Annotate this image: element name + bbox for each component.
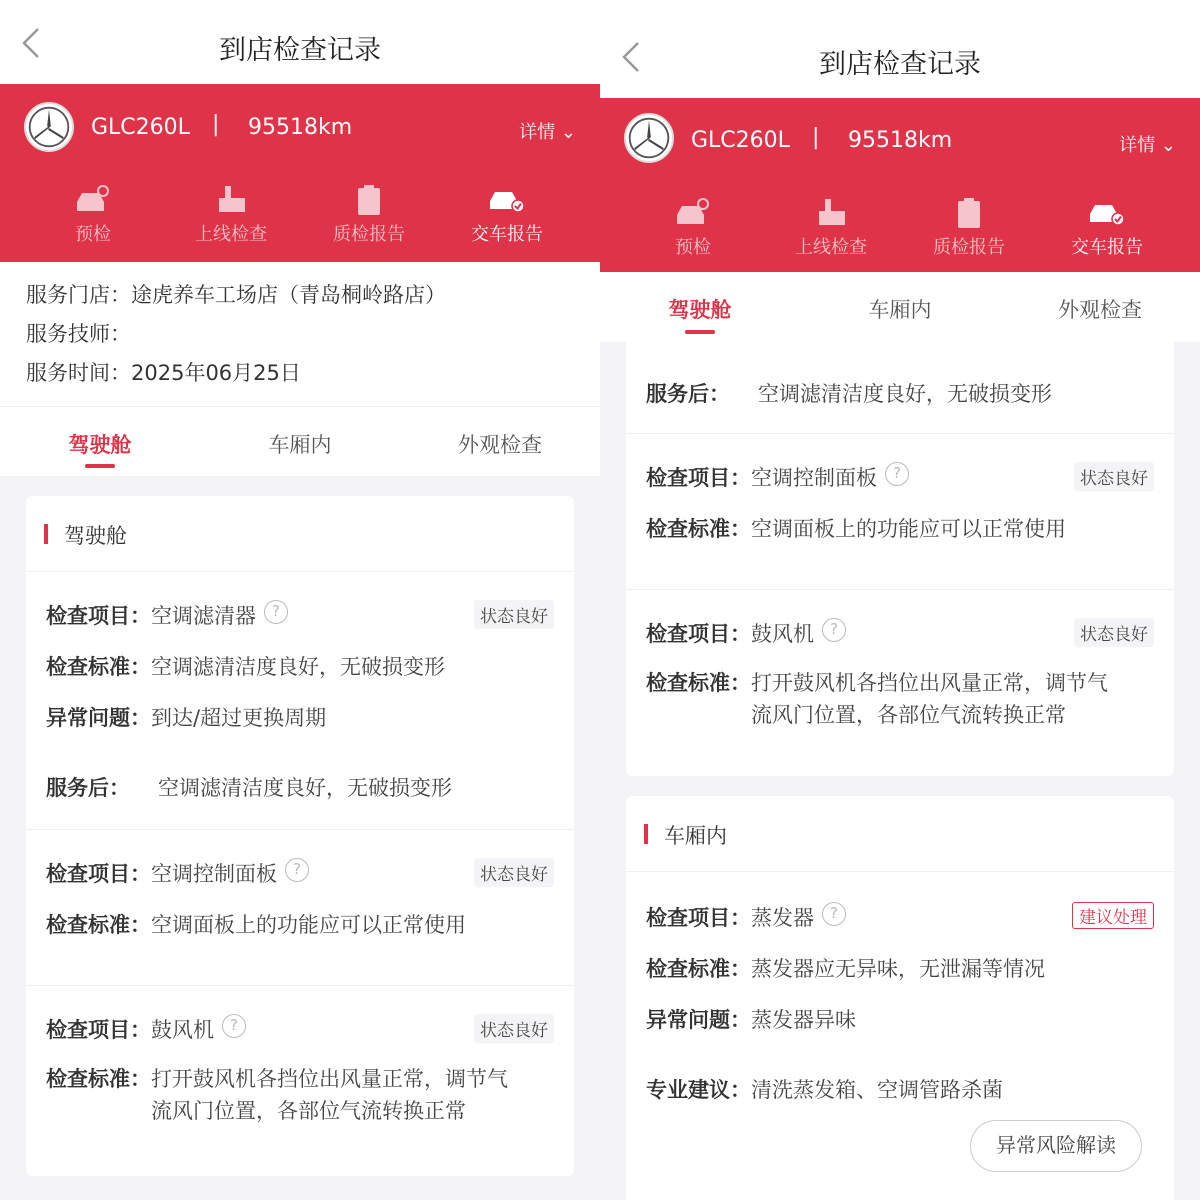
inspection-item-filter xyxy=(26,572,574,830)
help-icon[interactable]: ? xyxy=(264,600,288,624)
label: 专业建议： xyxy=(646,1078,751,1102)
status-badge: 状态良好 xyxy=(474,1014,554,1043)
detail-button[interactable] xyxy=(1119,131,1176,157)
chevron-down-icon: ⌄ xyxy=(560,122,576,143)
help-icon[interactable]: ? xyxy=(285,858,309,882)
tab-exterior[interactable]: 外观检查 xyxy=(1058,298,1142,322)
label: 检查项目： xyxy=(646,466,751,490)
value: 空调面板上的功能应可以正常使用 xyxy=(751,517,1066,541)
value: 空调滤清洁度良好，无破损变形 xyxy=(758,382,1052,406)
standard-row xyxy=(46,651,554,681)
toolbar-label: 预检 xyxy=(75,224,111,245)
issue-row xyxy=(646,1004,1154,1034)
risk-analysis-button[interactable]: 异常风险解读 xyxy=(970,1120,1142,1172)
label: 检查项目： xyxy=(646,906,751,930)
page-title: 到店检查记录 xyxy=(819,49,981,80)
separator: | xyxy=(812,125,820,150)
help-icon[interactable]: ? xyxy=(885,462,909,486)
toolbar-label: 上线检查 xyxy=(795,237,867,258)
nav-bar xyxy=(0,0,600,84)
toolbar-delivery-report[interactable] xyxy=(1038,197,1176,259)
detail-label: 详情 xyxy=(519,122,556,143)
toolbar-label: 质检报告 xyxy=(333,224,405,245)
issue-row xyxy=(46,702,554,732)
standard-row xyxy=(646,667,1154,731)
screen-right xyxy=(600,0,1200,1200)
value-line: 打开鼓风机各挡位出风量正常，调节气 xyxy=(151,1067,508,1091)
tab-cockpit[interactable]: 驾驶舱 xyxy=(10,407,190,476)
car-check-icon xyxy=(1087,197,1127,229)
inspection-item-panel xyxy=(26,830,574,986)
toolbar-online-check[interactable] xyxy=(162,184,300,246)
section-marker xyxy=(44,524,48,544)
tab-cockpit[interactable]: 驾驶舱 xyxy=(610,272,790,342)
toolbar-online-check[interactable] xyxy=(762,197,900,259)
item-name: 鼓风机 xyxy=(751,622,814,646)
value: 空调面板上的功能应可以正常使用 xyxy=(151,913,466,937)
report-toolbar xyxy=(24,184,576,246)
page-title: 到店检查记录 xyxy=(219,35,381,66)
car-search-icon xyxy=(673,197,713,229)
label: 服务后： xyxy=(646,382,730,406)
lift-icon xyxy=(811,197,851,229)
service-info xyxy=(0,262,600,406)
label: 检查项目： xyxy=(46,1018,151,1042)
detail-label: 详情 xyxy=(1119,135,1156,156)
service-time xyxy=(26,354,574,393)
lift-icon xyxy=(211,184,251,216)
inspection-item-filter-after xyxy=(626,342,1174,434)
value-line: 打开鼓风机各挡位出风量正常，调节气 xyxy=(751,671,1108,695)
clipboard-icon xyxy=(949,197,989,229)
label: 检查标准： xyxy=(46,655,151,679)
label: 异常问题： xyxy=(646,1008,751,1032)
vehicle-mileage: 95518km xyxy=(848,128,953,153)
section-header xyxy=(626,796,1174,872)
category-tabs xyxy=(0,406,600,476)
section-title: 驾驶舱 xyxy=(64,524,127,548)
status-badge: 状态良好 xyxy=(474,600,554,629)
inspection-item-blower xyxy=(626,590,1174,776)
category-tabs xyxy=(600,272,1200,342)
report-toolbar xyxy=(624,197,1176,259)
label: 检查标准： xyxy=(646,671,751,695)
service-technician xyxy=(26,315,574,354)
after-row xyxy=(646,378,1154,408)
value: 2025年06月25日 xyxy=(131,361,301,385)
label: 检查标准： xyxy=(46,913,151,937)
section-marker xyxy=(644,824,648,844)
item-name: 鼓风机 xyxy=(151,1018,214,1042)
value: 蒸发器应无异味，无泄漏等情况 xyxy=(751,957,1045,981)
standard-row xyxy=(646,953,1154,983)
help-icon[interactable]: ? xyxy=(822,618,846,642)
value: 空调滤清洁度良好，无破损变形 xyxy=(151,655,445,679)
label: 检查标准： xyxy=(46,1067,151,1091)
separator: | xyxy=(212,112,220,137)
help-icon[interactable]: ? xyxy=(222,1014,246,1038)
section-header xyxy=(26,496,574,572)
status-badge: 状态良好 xyxy=(1074,462,1154,491)
toolbar-label: 交车报告 xyxy=(1071,237,1143,258)
label: 检查项目： xyxy=(646,622,751,646)
toolbar-label: 质检报告 xyxy=(933,237,1005,258)
vehicle-model: GLC260L xyxy=(691,128,790,153)
standard-row xyxy=(46,909,554,939)
toolbar-label: 预检 xyxy=(675,237,711,258)
status-badge-warning: 建议处理 xyxy=(1072,902,1154,929)
section-card-cabin xyxy=(626,796,1174,1200)
vehicle-header xyxy=(0,84,600,262)
label: 服务时间： xyxy=(26,361,131,385)
tab-cabin[interactable]: 车厢内 xyxy=(868,298,932,322)
car-check-icon xyxy=(487,184,527,216)
chevron-down-icon: ⌄ xyxy=(1160,135,1176,156)
tab-cabin[interactable]: 车厢内 xyxy=(268,433,332,457)
section-card-cockpit xyxy=(26,496,574,1176)
toolbar-label: 上线检查 xyxy=(195,224,267,245)
value xyxy=(751,667,1108,731)
vehicle-model: GLC260L xyxy=(91,115,190,140)
standard-row xyxy=(46,1063,554,1127)
value: 空调滤清洁度良好，无破损变形 xyxy=(158,776,452,800)
value: 途虎养车工场店（青岛桐岭路店） xyxy=(131,283,446,307)
toolbar-precheck[interactable] xyxy=(624,197,762,259)
toolbar-qc-report[interactable] xyxy=(900,197,1038,259)
label: 服务门店： xyxy=(26,283,131,307)
label: 服务后： xyxy=(46,776,130,800)
label: 检查项目： xyxy=(46,604,151,628)
toolbar-qc-report[interactable] xyxy=(300,184,438,246)
label: 检查项目： xyxy=(46,862,151,886)
status-badge: 状态良好 xyxy=(1074,618,1154,647)
help-icon[interactable]: ? xyxy=(822,902,846,926)
value-line: 流风门位置，各部位气流转换正常 xyxy=(151,1099,466,1123)
label: 检查标准： xyxy=(646,517,751,541)
advice-row xyxy=(646,1074,1154,1104)
inspection-item-evaporator xyxy=(626,872,1174,1200)
value: 蒸发器异味 xyxy=(751,1008,856,1032)
service-store xyxy=(26,276,574,315)
inspection-item-blower xyxy=(26,986,574,1176)
brand-logo-icon xyxy=(24,102,74,152)
brand-logo-icon xyxy=(624,113,674,163)
after-row xyxy=(46,772,554,802)
toolbar-precheck[interactable] xyxy=(24,184,162,246)
nav-bar xyxy=(600,0,1200,98)
tab-exterior[interactable]: 外观检查 xyxy=(458,433,542,457)
section-card-cockpit xyxy=(626,342,1174,776)
toolbar-label: 交车报告 xyxy=(471,224,543,245)
vehicle-mileage: 95518km xyxy=(248,115,353,140)
car-search-icon xyxy=(73,184,113,216)
inspection-item-panel xyxy=(626,434,1174,590)
label: 检查标准： xyxy=(646,957,751,981)
value: 到达/超过更换周期 xyxy=(151,706,327,730)
clipboard-icon xyxy=(349,184,389,216)
item-name: 蒸发器 xyxy=(751,906,814,930)
item-name: 空调滤清器 xyxy=(151,604,256,628)
label: 服务技师： xyxy=(26,322,131,346)
label: 异常问题： xyxy=(46,706,151,730)
item-name: 空调控制面板 xyxy=(751,466,877,490)
standard-row xyxy=(646,513,1154,543)
toolbar-delivery-report[interactable] xyxy=(438,184,576,246)
item-name: 空调控制面板 xyxy=(151,862,277,886)
value xyxy=(151,1063,508,1127)
status-badge: 状态良好 xyxy=(474,858,554,887)
section-title: 车厢内 xyxy=(664,824,727,848)
vehicle-header xyxy=(600,98,1200,272)
value: 清洗蒸发箱、空调管路杀菌 xyxy=(751,1078,1003,1102)
detail-button[interactable] xyxy=(519,118,576,144)
value-line: 流风门位置，各部位气流转换正常 xyxy=(751,703,1066,727)
